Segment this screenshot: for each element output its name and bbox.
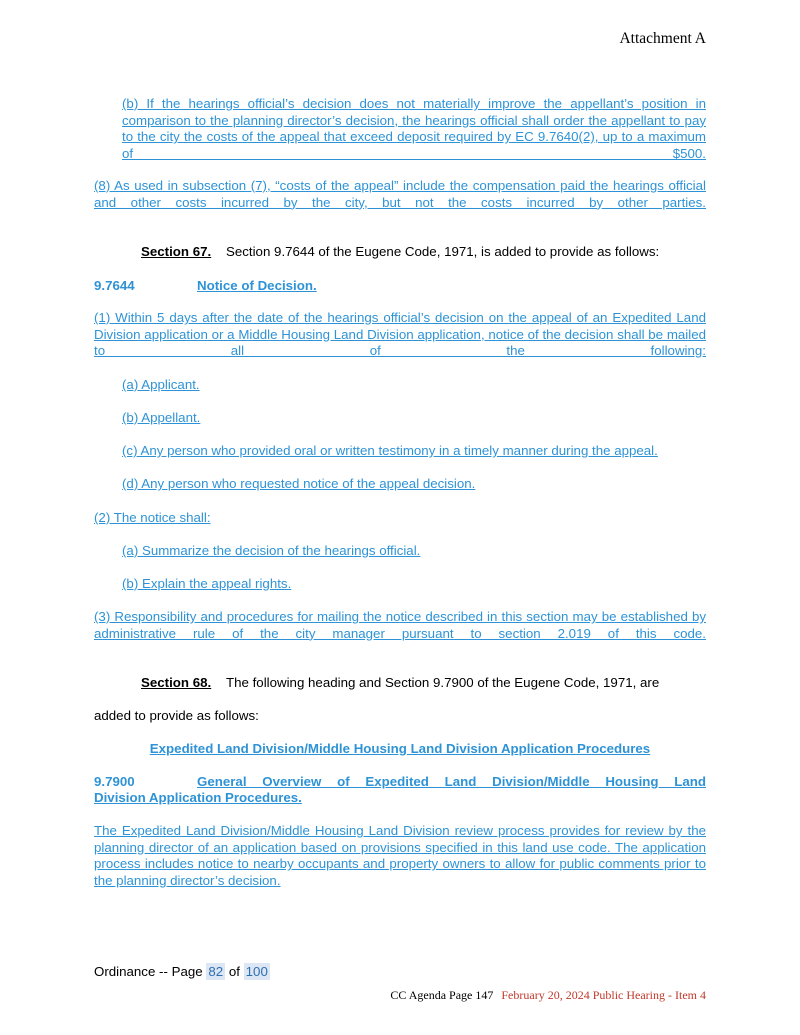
- paragraph-a-applicant: (a) Applicant.: [122, 377, 200, 392]
- paragraph-b-costs: (b) If the hearings official’s decision does not materially improve the appellant’s position in comparison to the planning director’s decision, the hearings official shall order the appellant to pay to the city the costs of the appeal that exceed deposit required by EC 9.7640(2), up to a maximum of $500.: [122, 96, 706, 161]
- paragraph-2-notice-shall: (2) The notice shall:: [94, 510, 211, 525]
- agenda-footer: [390, 988, 706, 1003]
- code-title-line2: Division Application Procedures.: [94, 790, 302, 805]
- procedures-heading: Expedited Land Division/Middle Housing Land Division Application Procedures: [149, 741, 651, 756]
- section-67-intro: Section 67. Section 9.7644 of the Eugene Code, 1971, is added to provide as follows:: [141, 244, 660, 259]
- section-68-label: Section 68: [141, 675, 208, 690]
- total-pages: 100: [245, 964, 268, 979]
- paragraph-2a-summarize: (a) Summarize the decision of the hearings official.: [122, 543, 421, 558]
- section-68-text-line1: The following heading and Section 9.7900 of the Eugene Code, 1971, are: [226, 675, 660, 690]
- code-heading-9-7644: [94, 278, 706, 293]
- page-number: 82: [208, 964, 224, 979]
- page-footer: [94, 964, 270, 979]
- paragraph-2b-explain: (b) Explain the appeal rights.: [122, 576, 292, 591]
- code-title-line1: General Overview of Expedited Land Division/Middle Housing Land: [197, 774, 706, 789]
- overview-paragraph: The Expedited Land Division/Middle Housing Land Division review process provides for review by the planning director of an application based on provisions specified in this land use code. The application process includes notice to nearby occupants and property owners to allow for public comments prior to the planning director’s decision.: [94, 823, 706, 888]
- code-number: 9.7644: [94, 278, 135, 293]
- paragraph-d-requested-notice: (d) Any person who requested notice of the appeal decision.: [122, 476, 476, 491]
- paragraph-3-responsibility: (3) Responsibility and procedures for mailing the notice described in this section may be established by administrative rule of the city manager pursuant to section 2.019 of this code.: [94, 609, 706, 641]
- section-68-intro: Section 68. The following heading and Section 9.7900 of the Eugene Code, 1971, are: [141, 675, 660, 690]
- section-67-label: Section 67: [141, 244, 208, 259]
- of-label: of: [228, 964, 240, 979]
- paragraph-1-notice: (1) Within 5 days after the date of the hearings official’s decision on the appeal of an Expedited Land Division application or a Middle Housing Land Division application, notice of the decision shall be mailed to all of the following:: [94, 310, 706, 359]
- code-heading-9-7900: [94, 774, 706, 791]
- section-67-text: Section 9.7644 of the Eugene Code, 1971, is added to provide as follows:: [226, 244, 660, 259]
- agenda-page: CC Agenda Page 147: [390, 988, 494, 1002]
- paragraph-8-costs-definition: (8) As used in subsection (7), “costs of the appeal” include the compensation paid the hearings official and other costs incurred by the city, but not the costs incurred by other parties.: [94, 178, 706, 210]
- attachment-label: Attachment A: [619, 30, 706, 47]
- section-68-text-line2: added to provide as follows:: [94, 708, 259, 723]
- paragraph-b-appellant: (b) Appellant.: [122, 410, 201, 425]
- hearing-label: February 20, 2024 Public Hearing - Item 4: [501, 988, 706, 1002]
- code-title: Notice of Decision.: [197, 278, 317, 293]
- ordinance-label: Ordinance -- Page: [94, 964, 203, 979]
- paragraph-c-testimony: (c) Any person who provided oral or written testimony in a timely manner during the appeal.: [122, 443, 658, 458]
- code-number-9-7900: 9.7900: [94, 774, 135, 789]
